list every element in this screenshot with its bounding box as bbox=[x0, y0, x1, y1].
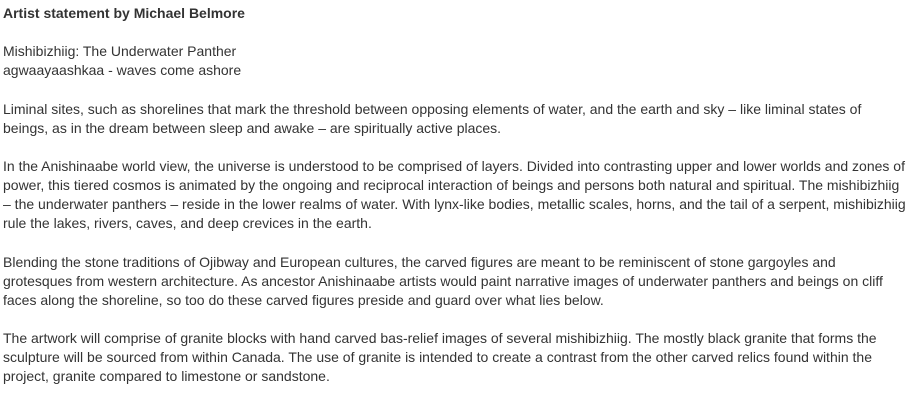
artwork-subtitle: agwaayaashkaa - waves come ashore bbox=[3, 62, 242, 79]
statement-heading: Artist statement by Michael Belmore bbox=[3, 5, 245, 21]
paragraph-stone-traditions: Blending the stone traditions of Ojibway and European cultures, the carved figures are meant to be reminiscent of stone gargoyles and grotesques from western architecture. As ancestor Anishinaabe artists would paint narrative images of underwater panthers and beings on cliff faces along the shoreline, so too do these carved figures preside and guard over what lies below. bbox=[3, 253, 883, 308]
paragraph-granite-artwork: The artwork will comprise of granite blocks with hand carved bas-relief images of several mishibizhiig. The mostly black granite that forms the sculpture will be sourced from within Canada. The use of granite is intended to create a contrast from the other carved relics found within the project, granite compared to limestone or sandstone. bbox=[3, 330, 877, 385]
paragraph-liminal-sites: Liminal sites, such as shorelines that mark the threshold between opposing elements of water, and the earth and sky – like liminal states of beings, as in the dream between sleep and awake – are spiritually active places. bbox=[3, 100, 862, 136]
artist-statement bbox=[3, 4, 907, 406]
artwork-title: Mishibizhiig: The Underwater Panther bbox=[3, 43, 237, 60]
artwork-title-block bbox=[3, 42, 907, 80]
paragraph-world-view: In the Anishinaabe world view, the universe is understood to be comprised of layers. Divided into contrasting upper and lower worlds and zones of power, this tiered cosmos is animated by the ongoing and reciprocal interaction of beings and persons both natural and spiritual. The mishibizhiig – the underwater panthers – reside in the lower realms of water. With lynx-like bodies, metallic scales, horns, and the tail of a serpent, mishibizhiig rule the lakes, rivers, caves, and deep crevices in the earth. bbox=[3, 158, 906, 232]
